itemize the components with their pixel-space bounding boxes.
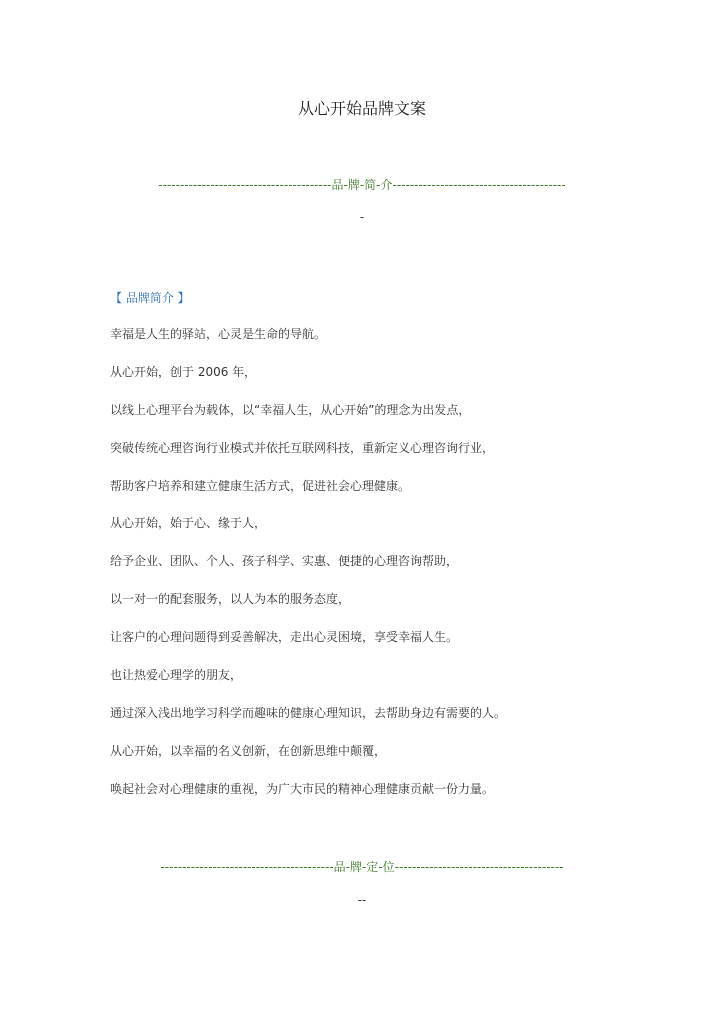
divider-dash-mark: - (359, 210, 365, 224)
paragraph: 幸福是人生的驿站，心灵是生命的导航。 (110, 327, 327, 341)
paragraph-list (110, 326, 630, 819)
section-divider-brand-intro: ----------------------------------------品-牌-简-介---------------------------------------- (158, 178, 566, 192)
paragraph: 通过深入浅出地学习科学而趣味的健康心理知识，去帮助身边有需要的人。 (110, 705, 507, 720)
paragraph: 让客户的心理问题得到妥善解决，走出心灵困境，享受幸福人生。 (110, 630, 459, 645)
paragraph: 从心开始，始于心、缘于人， (110, 516, 267, 531)
paragraph: 以一对一的配套服务，以人为本的服务态度， (110, 592, 351, 607)
section-heading-brand-intro: 【 品牌简介 】 (110, 291, 190, 305)
paragraph: 帮助客户培养和建立健康生活方式，促进社会心理健康。 (110, 478, 411, 493)
divider-dash-mark: -- (357, 893, 367, 907)
paragraph: 突破传统心理咨询行业模式并依托互联网科技，重新定义心理咨询行业， (110, 440, 495, 455)
paragraph: 也让热爱心理学的朋友， (110, 668, 243, 683)
section-divider-brand-positioning: ----------------------------------------品-牌-定-位--------------------------------------- (160, 860, 564, 874)
paragraph: 从心开始，创于 2006 年， (110, 364, 257, 379)
paragraph: 给予企业、团队、个人、孩子科学、实惠、便捷的心理咨询帮助， (110, 554, 459, 569)
paragraph: 从心开始，以幸福的名义创新，在创新思维中颠覆， (110, 743, 387, 758)
paragraph: 唤起社会对心理健康的重视，为广大市民的精神心理健康贡献一份力量。 (110, 781, 495, 796)
paragraph: 以线上心理平台为载体，以“幸福人生，从心开始”的理念为出发点， (110, 402, 471, 417)
document-title: 从心开始品牌文案 (297, 99, 426, 118)
